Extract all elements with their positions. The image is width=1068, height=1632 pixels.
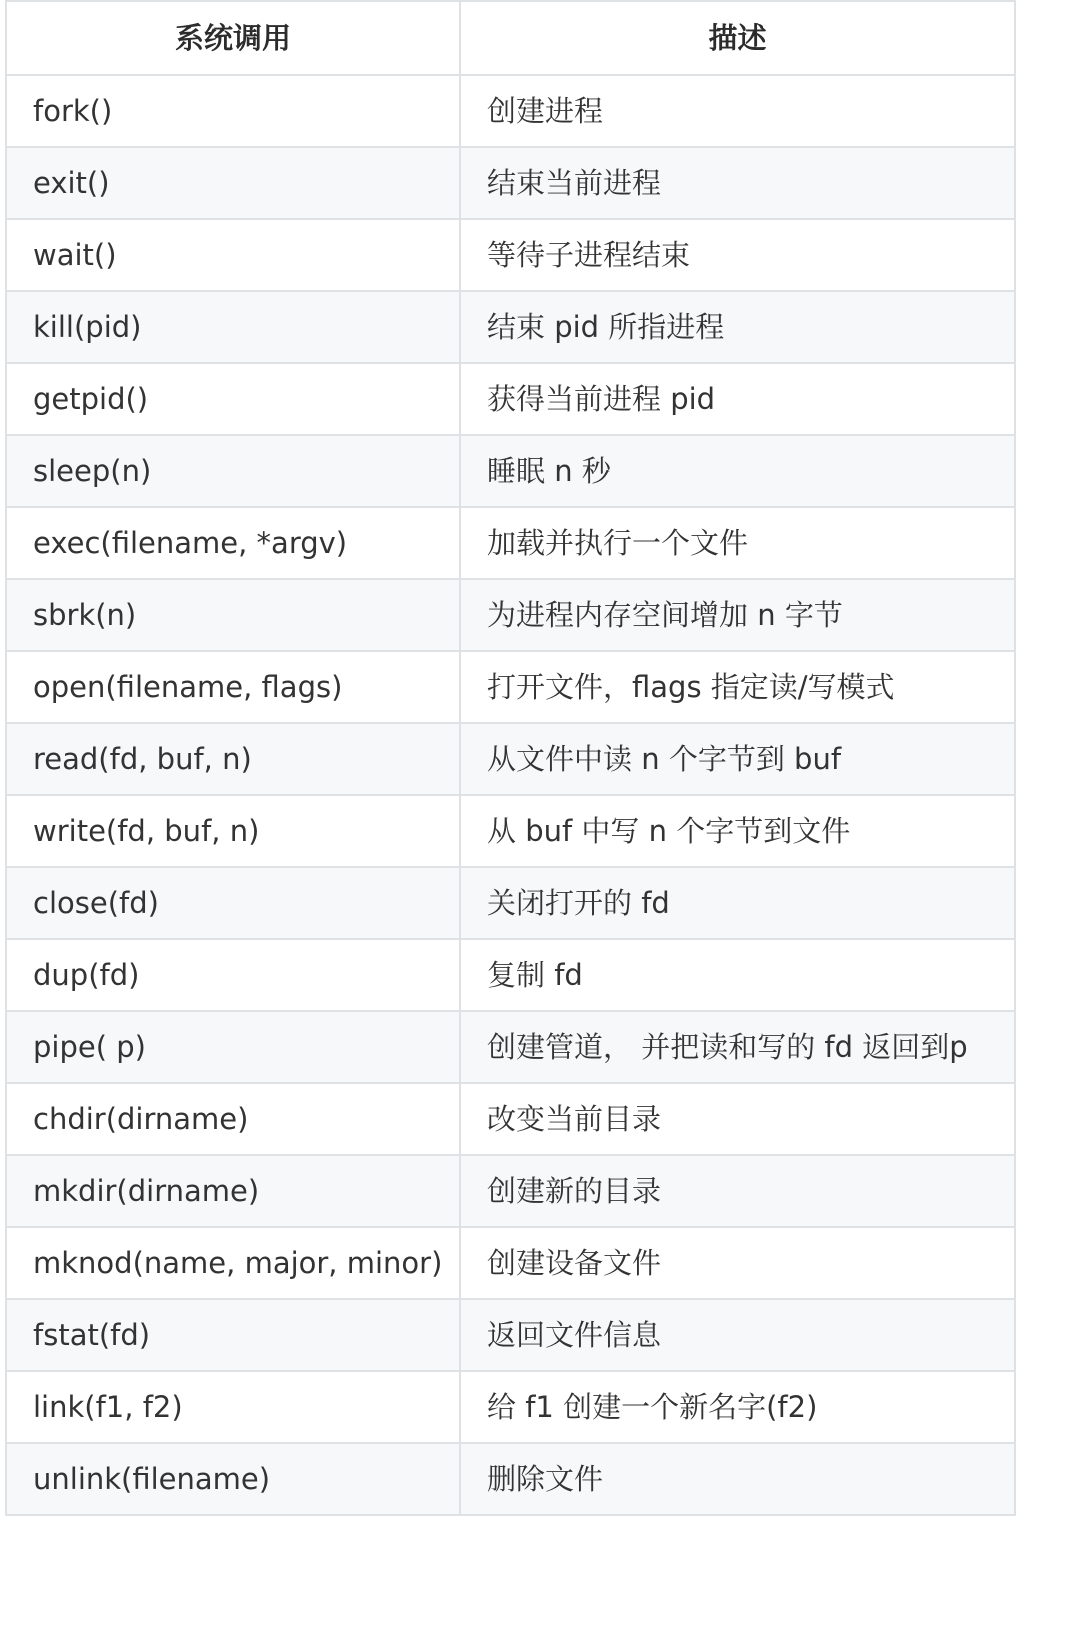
syscall-cell: pipe( p) — [6, 1011, 460, 1083]
column-header-syscall: 系统调用 — [6, 1, 460, 75]
syscall-cell: dup(fd) — [6, 939, 460, 1011]
table-row — [6, 291, 1015, 363]
description-cell: 复制 fd — [460, 939, 1015, 1011]
syscall-cell: write(fd, buf, n) — [6, 795, 460, 867]
description-cell: 创建新的目录 — [460, 1155, 1015, 1227]
syscall-cell: fstat(fd) — [6, 1299, 460, 1371]
table-row — [6, 867, 1015, 939]
syscall-cell: close(fd) — [6, 867, 460, 939]
description-cell: 等待子进程结束 — [460, 219, 1015, 291]
description-cell: 返回文件信息 — [460, 1299, 1015, 1371]
syscall-table — [5, 0, 1016, 1516]
description-cell: 改变当前目录 — [460, 1083, 1015, 1155]
table-row — [6, 651, 1015, 723]
table-header — [6, 1, 1015, 75]
description-cell: 打开文件，flags 指定读/写模式 — [460, 651, 1015, 723]
syscall-cell: open(filename, flags) — [6, 651, 460, 723]
table-row — [6, 147, 1015, 219]
description-cell: 删除文件 — [460, 1443, 1015, 1515]
syscall-cell: exec(filename, *argv) — [6, 507, 460, 579]
description-cell: 加载并执行一个文件 — [460, 507, 1015, 579]
table-row — [6, 723, 1015, 795]
description-cell: 从 buf 中写 n 个字节到文件 — [460, 795, 1015, 867]
syscall-cell: sbrk(n) — [6, 579, 460, 651]
table-row — [6, 507, 1015, 579]
table-row — [6, 1299, 1015, 1371]
syscall-cell: exit() — [6, 147, 460, 219]
table-row — [6, 219, 1015, 291]
description-cell: 创建设备文件 — [460, 1227, 1015, 1299]
syscall-cell: mkdir(dirname) — [6, 1155, 460, 1227]
syscall-cell: chdir(dirname) — [6, 1083, 460, 1155]
table-row — [6, 579, 1015, 651]
description-cell: 关闭打开的 fd — [460, 867, 1015, 939]
syscall-cell: read(fd, buf, n) — [6, 723, 460, 795]
table-row — [6, 75, 1015, 147]
syscall-cell: link(f1, f2) — [6, 1371, 460, 1443]
column-header-description: 描述 — [460, 1, 1015, 75]
syscall-cell: wait() — [6, 219, 460, 291]
table-row — [6, 1371, 1015, 1443]
table-row — [6, 1083, 1015, 1155]
syscall-cell: kill(pid) — [6, 291, 460, 363]
table-row — [6, 1011, 1015, 1083]
table-row — [6, 1155, 1015, 1227]
table-body — [6, 75, 1015, 1515]
header-row — [6, 1, 1015, 75]
table-row — [6, 1227, 1015, 1299]
table-row — [6, 363, 1015, 435]
table-row — [6, 939, 1015, 1011]
description-cell: 创建管道， 并把读和写的 fd 返回到p — [460, 1011, 1015, 1083]
syscall-cell: unlink(filename) — [6, 1443, 460, 1515]
syscall-cell: getpid() — [6, 363, 460, 435]
description-cell: 给 f1 创建一个新名字(f2) — [460, 1371, 1015, 1443]
description-cell: 从文件中读 n 个字节到 buf — [460, 723, 1015, 795]
description-cell: 睡眠 n 秒 — [460, 435, 1015, 507]
syscall-cell: mknod(name, major, minor) — [6, 1227, 460, 1299]
syscall-cell: fork() — [6, 75, 460, 147]
description-cell: 创建进程 — [460, 75, 1015, 147]
table-row — [6, 1443, 1015, 1515]
description-cell: 获得当前进程 pid — [460, 363, 1015, 435]
description-cell: 结束 pid 所指进程 — [460, 291, 1015, 363]
description-cell: 结束当前进程 — [460, 147, 1015, 219]
syscall-cell: sleep(n) — [6, 435, 460, 507]
table-row — [6, 435, 1015, 507]
description-cell: 为进程内存空间增加 n 字节 — [460, 579, 1015, 651]
table-row — [6, 795, 1015, 867]
